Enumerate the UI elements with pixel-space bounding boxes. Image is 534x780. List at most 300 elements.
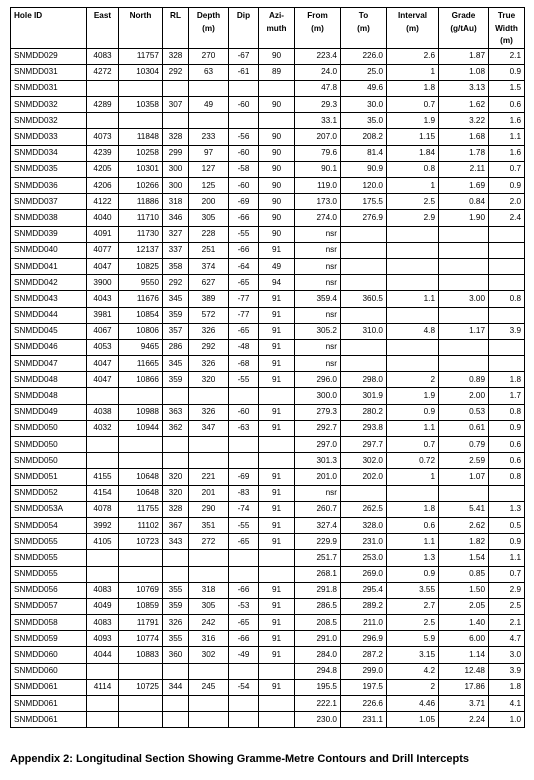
- cell-rl: 355: [163, 582, 189, 598]
- cell-depth: 305: [189, 210, 229, 226]
- cell-hole: SNMDD059: [11, 631, 87, 647]
- cell-north: 11886: [119, 194, 163, 210]
- cell-dip: -55: [229, 372, 259, 388]
- table-row: [11, 291, 525, 307]
- cell-rl: [163, 113, 189, 129]
- cell-east: 4114: [87, 679, 119, 695]
- cell-to: 289.2: [341, 598, 387, 614]
- cell-hole: SNMDD044: [11, 307, 87, 323]
- cell-east: 4049: [87, 598, 119, 614]
- cell-from: 119.0: [295, 178, 341, 194]
- cell-rl: 300: [163, 178, 189, 194]
- cell-width: 1.6: [489, 113, 525, 129]
- cell-rl: [163, 696, 189, 712]
- cell-rl: 358: [163, 258, 189, 274]
- cell-width: 4.7: [489, 631, 525, 647]
- cell-from: 279.3: [295, 404, 341, 420]
- table-row: [11, 420, 525, 436]
- cell-rl: 286: [163, 339, 189, 355]
- cell-azi: 94: [259, 275, 295, 291]
- cell-east: 4044: [87, 647, 119, 663]
- cell-interval: [387, 307, 439, 323]
- cell-depth: 318: [189, 582, 229, 598]
- cell-dip: -66: [229, 631, 259, 647]
- column-header-line: (m): [311, 23, 324, 33]
- cell-from: nsr: [295, 307, 341, 323]
- cell-hole: SNMDD061: [11, 712, 87, 728]
- column-header-line: North: [129, 11, 152, 20]
- cell-interval: 0.9: [387, 404, 439, 420]
- table-row: [11, 663, 525, 679]
- cell-width: 0.6: [489, 437, 525, 453]
- cell-hole: SNMDD060: [11, 647, 87, 663]
- table-row: [11, 404, 525, 420]
- cell-width: 4.1: [489, 696, 525, 712]
- cell-north: 10883: [119, 647, 163, 663]
- cell-from: 305.2: [295, 323, 341, 339]
- cell-dip: -53: [229, 598, 259, 614]
- cell-to: [341, 242, 387, 258]
- table-row: [11, 226, 525, 242]
- cell-interval: 0.8: [387, 161, 439, 177]
- table-row: [11, 178, 525, 194]
- cell-hole: SNMDD045: [11, 323, 87, 339]
- cell-azi: 91: [259, 307, 295, 323]
- cell-from: 291.0: [295, 631, 341, 647]
- cell-interval: [387, 339, 439, 355]
- column-header-grade: [439, 8, 489, 49]
- cell-rl: 345: [163, 291, 189, 307]
- cell-to: 301.9: [341, 388, 387, 404]
- cell-interval: 1.8: [387, 501, 439, 517]
- cell-interval: 1.84: [387, 145, 439, 161]
- cell-depth: 242: [189, 615, 229, 631]
- cell-width: [489, 307, 525, 323]
- cell-rl: 328: [163, 501, 189, 517]
- cell-from: 251.7: [295, 550, 341, 566]
- column-header-from: [295, 8, 341, 49]
- cell-width: 3.0: [489, 647, 525, 663]
- cell-dip: -65: [229, 615, 259, 631]
- cell-east: 4038: [87, 404, 119, 420]
- cell-depth: 200: [189, 194, 229, 210]
- cell-east: 4078: [87, 501, 119, 517]
- cell-rl: [163, 550, 189, 566]
- cell-to: 269.0: [341, 566, 387, 582]
- cell-interval: 0.72: [387, 453, 439, 469]
- cell-interval: [387, 258, 439, 274]
- cell-depth: 228: [189, 226, 229, 242]
- cell-interval: 2.7: [387, 598, 439, 614]
- cell-to: [341, 356, 387, 372]
- cell-east: 4122: [87, 194, 119, 210]
- cell-hole: SNMDD055: [11, 550, 87, 566]
- cell-dip: [229, 388, 259, 404]
- cell-dip: -60: [229, 145, 259, 161]
- cell-to: [341, 339, 387, 355]
- cell-north: 10723: [119, 534, 163, 550]
- cell-north: 11676: [119, 291, 163, 307]
- cell-to: 211.0: [341, 615, 387, 631]
- cell-to: 49.6: [341, 80, 387, 96]
- column-header-line: muth: [266, 23, 287, 33]
- cell-rl: 320: [163, 469, 189, 485]
- table-row: [11, 598, 525, 614]
- cell-north: [119, 712, 163, 728]
- cell-rl: 346: [163, 210, 189, 226]
- cell-to: 90.9: [341, 161, 387, 177]
- cell-east: [87, 388, 119, 404]
- cell-from: 222.1: [295, 696, 341, 712]
- table-row: [11, 679, 525, 695]
- cell-azi: 91: [259, 339, 295, 355]
- cell-dip: [229, 696, 259, 712]
- cell-north: 9465: [119, 339, 163, 355]
- cell-grade: 3.22: [439, 113, 489, 129]
- cell-width: 1.0: [489, 712, 525, 728]
- cell-to: 208.2: [341, 129, 387, 145]
- cell-to: 328.0: [341, 517, 387, 533]
- cell-north: 10769: [119, 582, 163, 598]
- cell-width: [489, 485, 525, 501]
- cell-rl: 292: [163, 64, 189, 80]
- cell-grade: 0.61: [439, 420, 489, 436]
- cell-from: 296.0: [295, 372, 341, 388]
- cell-dip: -69: [229, 194, 259, 210]
- cell-east: [87, 113, 119, 129]
- cell-dip: -68: [229, 356, 259, 372]
- cell-grade: [439, 307, 489, 323]
- cell-azi: [259, 388, 295, 404]
- cell-interval: 1.9: [387, 388, 439, 404]
- cell-depth: 326: [189, 356, 229, 372]
- cell-hole: SNMDD047: [11, 356, 87, 372]
- cell-hole: SNMDD038: [11, 210, 87, 226]
- cell-dip: -65: [229, 534, 259, 550]
- cell-azi: [259, 712, 295, 728]
- cell-grade: 0.84: [439, 194, 489, 210]
- cell-east: 4083: [87, 48, 119, 64]
- cell-to: 231.0: [341, 534, 387, 550]
- cell-azi: 91: [259, 372, 295, 388]
- cell-grade: 2.11: [439, 161, 489, 177]
- cell-grade: 1.40: [439, 615, 489, 631]
- column-header-line: Width: [495, 23, 518, 33]
- cell-azi: 91: [259, 534, 295, 550]
- cell-east: 4077: [87, 242, 119, 258]
- table-row: [11, 145, 525, 161]
- cell-east: 4047: [87, 356, 119, 372]
- cell-depth: 201: [189, 485, 229, 501]
- cell-azi: 91: [259, 242, 295, 258]
- cell-north: 10648: [119, 485, 163, 501]
- cell-interval: 3.15: [387, 647, 439, 663]
- cell-dip: -65: [229, 275, 259, 291]
- cell-east: 4205: [87, 161, 119, 177]
- cell-interval: 3.55: [387, 582, 439, 598]
- cell-azi: [259, 663, 295, 679]
- cell-azi: 91: [259, 679, 295, 695]
- cell-azi: 90: [259, 129, 295, 145]
- cell-north: 10358: [119, 97, 163, 113]
- cell-from: 284.0: [295, 647, 341, 663]
- cell-from: nsr: [295, 242, 341, 258]
- cell-east: 4047: [87, 372, 119, 388]
- cell-interval: 2.9: [387, 210, 439, 226]
- cell-width: 2.0: [489, 194, 525, 210]
- column-header-depth: [189, 8, 229, 49]
- cell-from: 291.8: [295, 582, 341, 598]
- cell-from: 207.0: [295, 129, 341, 145]
- table-row: [11, 64, 525, 80]
- cell-rl: 292: [163, 275, 189, 291]
- cell-interval: 1.1: [387, 420, 439, 436]
- cell-interval: 0.7: [387, 437, 439, 453]
- table-row: [11, 534, 525, 550]
- cell-hole: SNMDD061: [11, 696, 87, 712]
- cell-depth: [189, 566, 229, 582]
- cell-interval: 2.6: [387, 48, 439, 64]
- cell-azi: 91: [259, 485, 295, 501]
- cell-depth: 572: [189, 307, 229, 323]
- cell-dip: -48: [229, 339, 259, 355]
- cell-azi: 91: [259, 517, 295, 533]
- cell-east: 3992: [87, 517, 119, 533]
- cell-interval: 4.2: [387, 663, 439, 679]
- table-row: [11, 356, 525, 372]
- cell-north: 11102: [119, 517, 163, 533]
- cell-east: 4239: [87, 145, 119, 161]
- header-row: [11, 8, 525, 49]
- cell-azi: [259, 453, 295, 469]
- cell-depth: 245: [189, 679, 229, 695]
- table-row: [11, 194, 525, 210]
- cell-grade: 1.07: [439, 469, 489, 485]
- cell-interval: 1: [387, 64, 439, 80]
- cell-depth: 251: [189, 242, 229, 258]
- cell-depth: 125: [189, 178, 229, 194]
- cell-dip: [229, 80, 259, 96]
- cell-dip: -55: [229, 226, 259, 242]
- cell-to: 231.1: [341, 712, 387, 728]
- column-header-line: (m): [500, 36, 513, 45]
- cell-azi: 91: [259, 647, 295, 663]
- cell-dip: -66: [229, 242, 259, 258]
- cell-depth: 221: [189, 469, 229, 485]
- cell-azi: [259, 566, 295, 582]
- cell-to: [341, 307, 387, 323]
- cell-grade: 0.53: [439, 404, 489, 420]
- cell-east: 4067: [87, 323, 119, 339]
- cell-dip: [229, 453, 259, 469]
- cell-width: 3.9: [489, 323, 525, 339]
- cell-to: 276.9: [341, 210, 387, 226]
- cell-depth: [189, 437, 229, 453]
- cell-width: 0.5: [489, 517, 525, 533]
- column-header-line: (m): [202, 23, 215, 33]
- table-row: [11, 453, 525, 469]
- cell-east: 4289: [87, 97, 119, 113]
- cell-from: 297.0: [295, 437, 341, 453]
- cell-dip: -83: [229, 485, 259, 501]
- cell-north: [119, 550, 163, 566]
- cell-hole: SNMDD050: [11, 453, 87, 469]
- cell-azi: 91: [259, 582, 295, 598]
- cell-rl: 320: [163, 485, 189, 501]
- cell-north: 10806: [119, 323, 163, 339]
- cell-grade: 1.87: [439, 48, 489, 64]
- cell-north: 11848: [119, 129, 163, 145]
- cell-from: nsr: [295, 258, 341, 274]
- cell-width: 0.9: [489, 420, 525, 436]
- cell-north: [119, 80, 163, 96]
- cell-interval: 1.9: [387, 113, 439, 129]
- cell-hole: SNMDD034: [11, 145, 87, 161]
- cell-dip: -64: [229, 258, 259, 274]
- cell-from: 47.8: [295, 80, 341, 96]
- cell-east: [87, 566, 119, 582]
- cell-grade: [439, 242, 489, 258]
- cell-interval: 5.9: [387, 631, 439, 647]
- cell-width: [489, 242, 525, 258]
- cell-from: 274.0: [295, 210, 341, 226]
- cell-grade: 2.05: [439, 598, 489, 614]
- cell-interval: 1: [387, 178, 439, 194]
- cell-depth: 326: [189, 404, 229, 420]
- intercepts-table-container: [10, 7, 524, 728]
- cell-hole: SNMDD035: [11, 161, 87, 177]
- cell-hole: SNMDD041: [11, 258, 87, 274]
- cell-grade: 1.17: [439, 323, 489, 339]
- cell-hole: SNMDD055: [11, 534, 87, 550]
- column-header-line: (g/tAu): [450, 23, 477, 33]
- cell-hole: SNMDD042: [11, 275, 87, 291]
- cell-north: 10725: [119, 679, 163, 695]
- cell-hole: SNMDD037: [11, 194, 87, 210]
- cell-depth: 320: [189, 372, 229, 388]
- cell-north: 11730: [119, 226, 163, 242]
- cell-azi: 91: [259, 404, 295, 420]
- cell-east: 4043: [87, 291, 119, 307]
- cell-hole: SNMDD052: [11, 485, 87, 501]
- cell-to: 226.0: [341, 48, 387, 64]
- cell-interval: 2.5: [387, 615, 439, 631]
- cell-grade: 1.08: [439, 64, 489, 80]
- cell-width: 0.6: [489, 453, 525, 469]
- cell-azi: 49: [259, 258, 295, 274]
- cell-hole: SNMDD055: [11, 566, 87, 582]
- cell-rl: 337: [163, 242, 189, 258]
- cell-to: 360.5: [341, 291, 387, 307]
- cell-width: 1.6: [489, 145, 525, 161]
- cell-north: 10648: [119, 469, 163, 485]
- cell-azi: 90: [259, 210, 295, 226]
- cell-north: 11755: [119, 501, 163, 517]
- cell-rl: [163, 437, 189, 453]
- cell-interval: [387, 275, 439, 291]
- cell-grade: 1.90: [439, 210, 489, 226]
- cell-depth: 316: [189, 631, 229, 647]
- cell-to: 253.0: [341, 550, 387, 566]
- cell-depth: 292: [189, 339, 229, 355]
- table-row: [11, 323, 525, 339]
- cell-rl: 318: [163, 194, 189, 210]
- cell-width: 2.1: [489, 615, 525, 631]
- cell-east: 4047: [87, 258, 119, 274]
- table-body: [11, 48, 525, 728]
- cell-hole: SNMDD039: [11, 226, 87, 242]
- column-header-line: East: [93, 11, 112, 20]
- cell-north: 10859: [119, 598, 163, 614]
- cell-north: 10988: [119, 404, 163, 420]
- cell-rl: 362: [163, 420, 189, 436]
- cell-interval: 0.6: [387, 517, 439, 533]
- cell-azi: 91: [259, 356, 295, 372]
- cell-azi: 91: [259, 291, 295, 307]
- cell-dip: -66: [229, 210, 259, 226]
- cell-width: 3.9: [489, 663, 525, 679]
- cell-dip: -63: [229, 420, 259, 436]
- cell-dip: [229, 113, 259, 129]
- column-header-rl: [163, 8, 189, 49]
- table-row: [11, 388, 525, 404]
- cell-dip: -60: [229, 404, 259, 420]
- cell-from: nsr: [295, 485, 341, 501]
- table-row: [11, 501, 525, 517]
- cell-rl: 327: [163, 226, 189, 242]
- cell-north: 10854: [119, 307, 163, 323]
- table-row: [11, 566, 525, 582]
- table-row: [11, 339, 525, 355]
- cell-hole: SNMDD031: [11, 64, 87, 80]
- cell-width: 2.4: [489, 210, 525, 226]
- cell-width: 0.9: [489, 64, 525, 80]
- table-row: [11, 161, 525, 177]
- cell-hole: SNMDD053A: [11, 501, 87, 517]
- cell-to: 299.0: [341, 663, 387, 679]
- cell-rl: 344: [163, 679, 189, 695]
- cell-north: [119, 453, 163, 469]
- cell-rl: 363: [163, 404, 189, 420]
- cell-hole: SNMDD032: [11, 113, 87, 129]
- cell-from: 230.0: [295, 712, 341, 728]
- table-row: [11, 469, 525, 485]
- cell-hole: SNMDD040: [11, 242, 87, 258]
- cell-from: 301.3: [295, 453, 341, 469]
- cell-width: 0.6: [489, 97, 525, 113]
- column-header-interval: [387, 8, 439, 49]
- cell-hole: SNMDD057: [11, 598, 87, 614]
- cell-from: 359.4: [295, 291, 341, 307]
- cell-dip: -60: [229, 97, 259, 113]
- cell-grade: 1.50: [439, 582, 489, 598]
- cell-width: [489, 339, 525, 355]
- table-row: [11, 258, 525, 274]
- cell-north: 10304: [119, 64, 163, 80]
- cell-azi: 90: [259, 145, 295, 161]
- cell-grade: [439, 356, 489, 372]
- cell-width: 1.1: [489, 129, 525, 145]
- cell-to: 175.5: [341, 194, 387, 210]
- cell-dip: -54: [229, 679, 259, 695]
- cell-grade: [439, 485, 489, 501]
- table-row: [11, 48, 525, 64]
- table-row: [11, 615, 525, 631]
- cell-interval: 2: [387, 372, 439, 388]
- cell-grade: 1.14: [439, 647, 489, 663]
- cell-azi: [259, 113, 295, 129]
- table-row: [11, 517, 525, 533]
